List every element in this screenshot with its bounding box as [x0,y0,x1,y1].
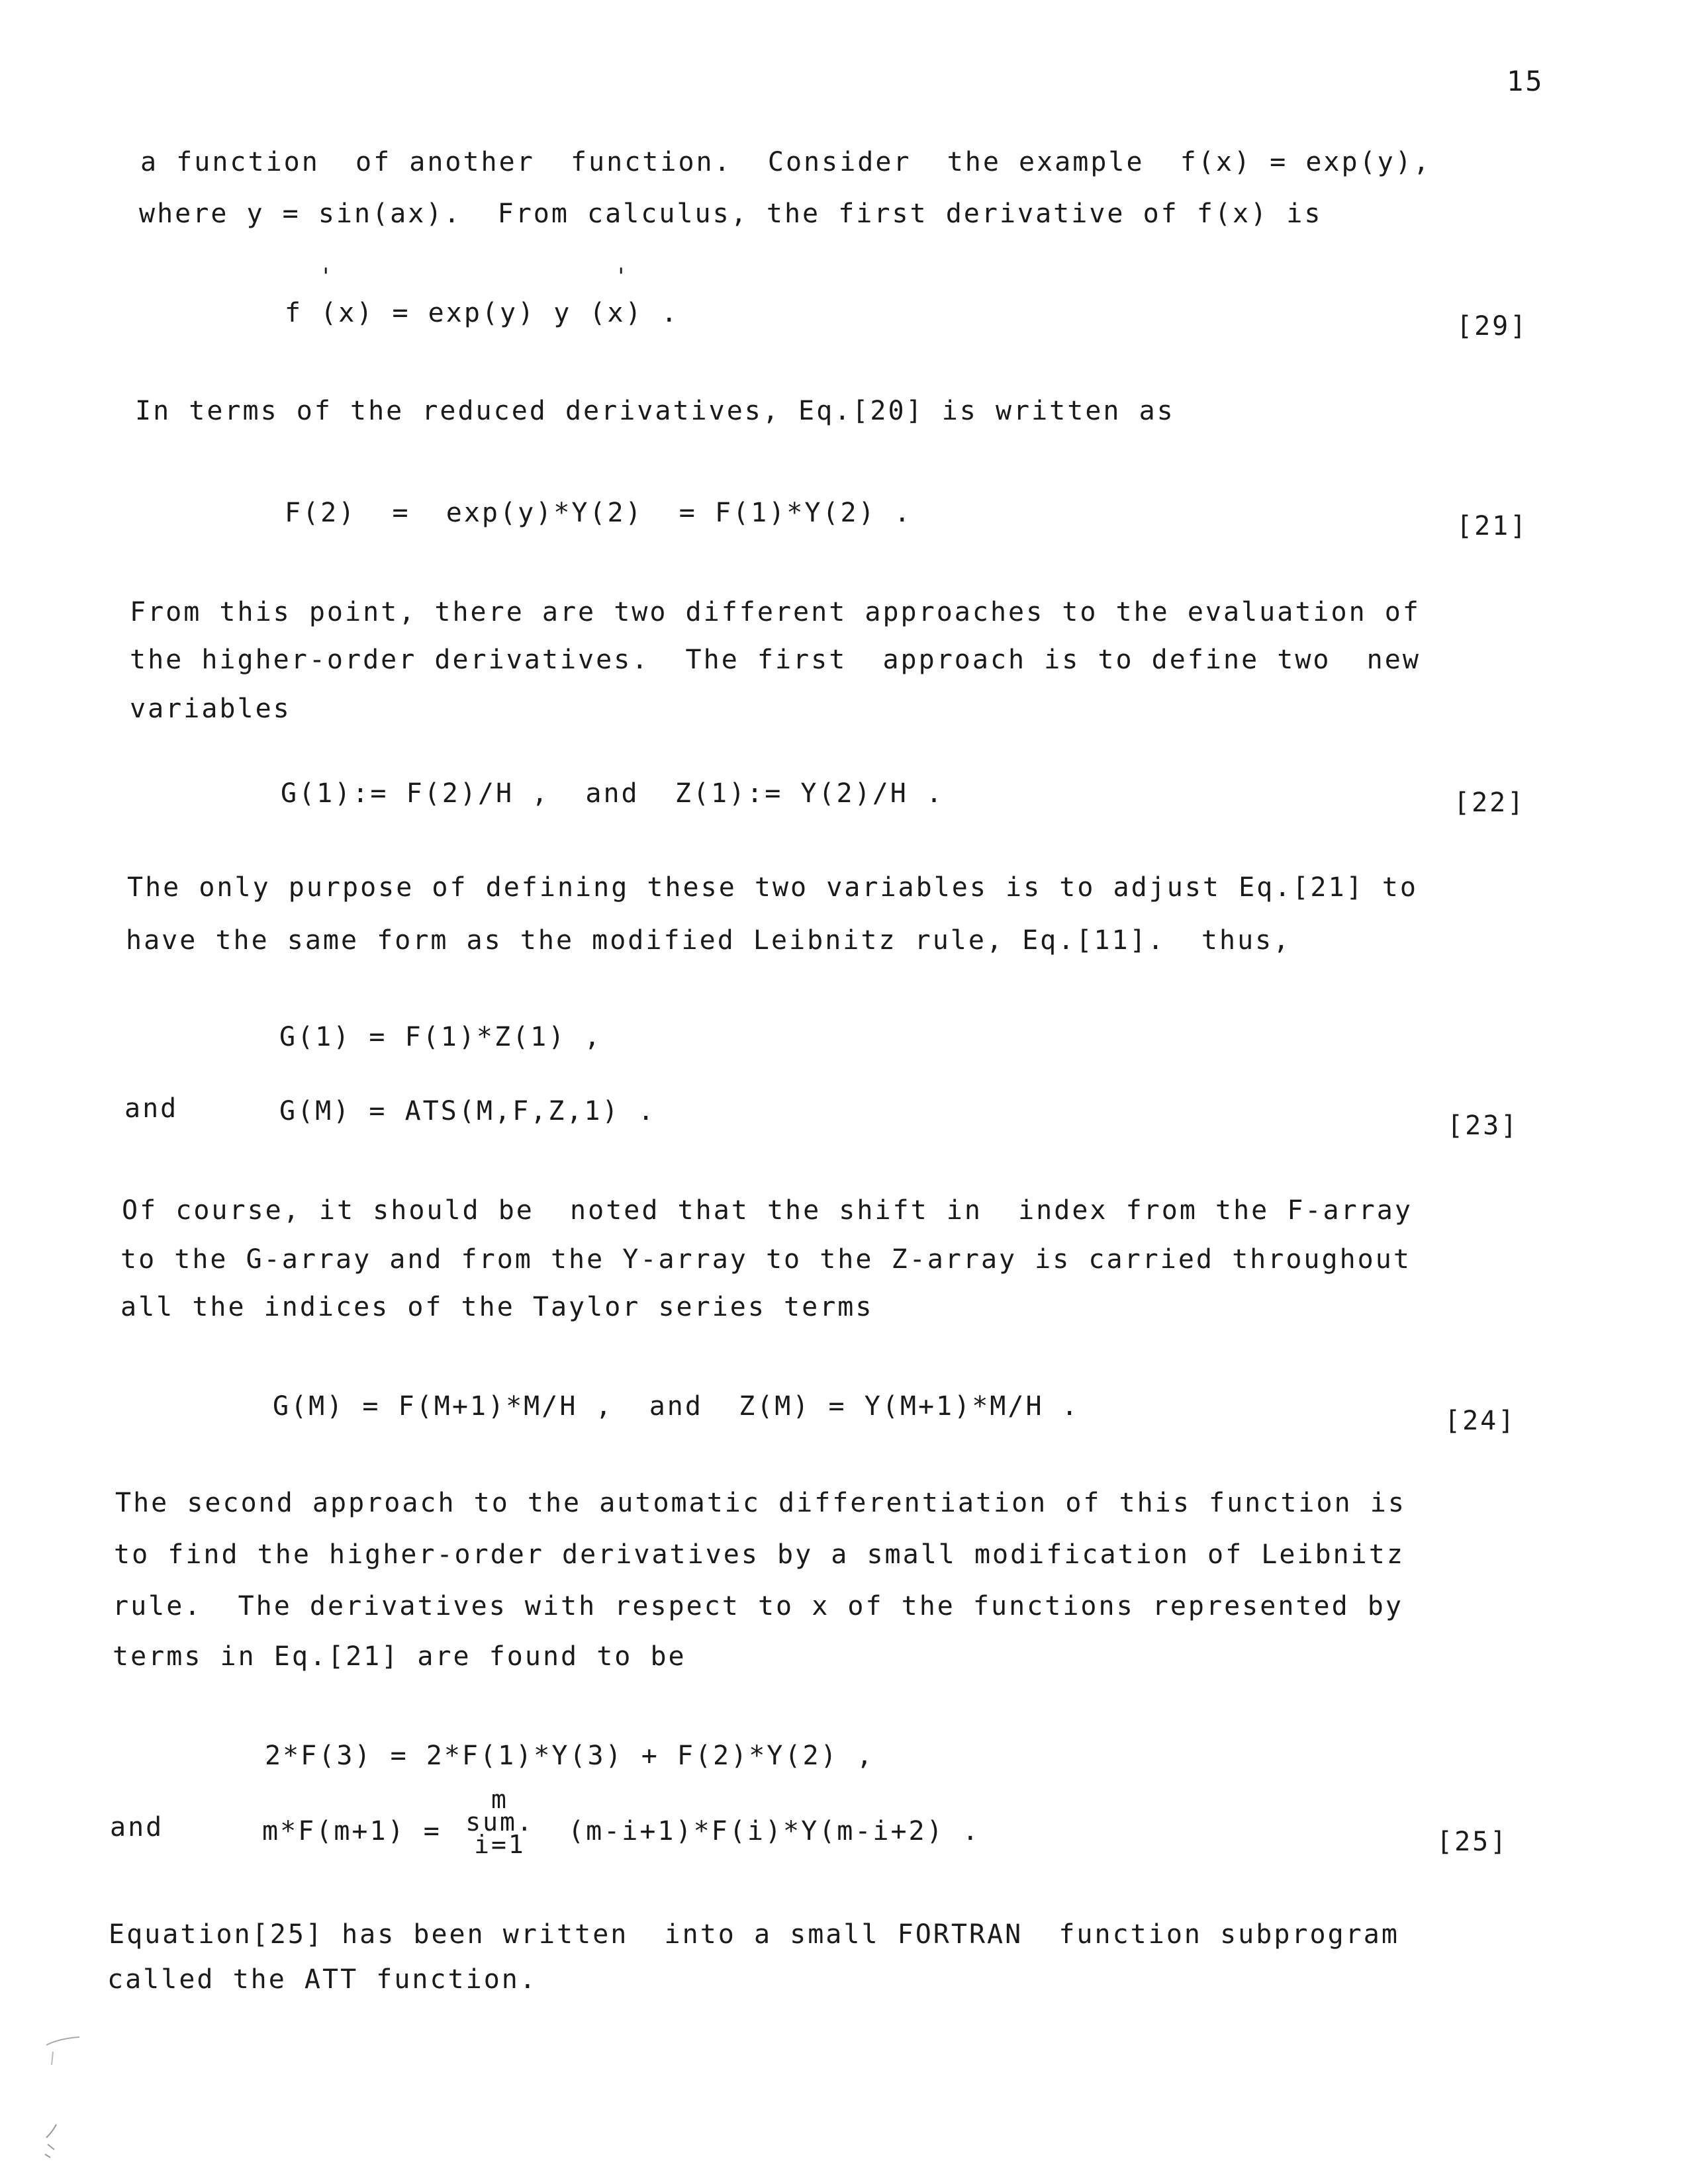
text-line: terms in Eq.[21] are found to be [113,1641,686,1672]
scan-speck-icon [26,2025,106,2171]
equation-text: 2*F(3) = 2*F(1)*Y(3) + F(2)*Y(2) , [265,1741,874,1771]
sum-upper-limit: m [491,1785,508,1814]
text-line: have the same form as the modified Leibnitz rule, Eq.[11]. thus, [126,925,1291,956]
equation-number: [24] [1444,1406,1517,1436]
equation-number: [22] [1454,788,1526,818]
text-line: Equation[25] has been written into a small FORTRAN function subprogram [109,1919,1399,1950]
text-line: the higher-order derivatives. The first approach is to define two new [130,645,1421,675]
equation-text: G(M) = ATS(M,F,Z,1) . [279,1096,656,1126]
text-line: called the ATT function. [107,1964,538,1995]
text-line: variables [130,694,291,724]
equation-text-right: (m-i+1)*F(i)*Y(m-i+2) . [568,1816,980,1846]
text-line: From this point, there are two different approaches to the evaluation of [130,597,1421,627]
text-line: The only purpose of defining these two variables is to adjust Eq.[21] to [127,872,1418,903]
sum-lower-limit: i=1 [474,1830,526,1859]
text-line: to find the higher-order derivatives by a small modification of Leibnitz [114,1539,1405,1570]
page-number: 15 [1507,65,1544,97]
summation [463,1785,536,1859]
text-line: where y = sin(ax). From calculus, the first derivative of f(x) is [139,199,1323,229]
text-line: rule. The derivatives with respect to x of the functions represented by [113,1591,1403,1621]
equation-text: G(M) = F(M+1)*M/H , and Z(M) = Y(M+1)*M/H . [273,1391,1080,1422]
text-line: The second approach to the automatic differentiation of this function is [115,1488,1406,1518]
prime-mark: ' [614,263,630,290]
text-line: a function of another function. Consider the example f(x) = exp(y), [140,147,1431,177]
equation-text-left: m*F(m+1) = [262,1816,442,1846]
equation-number: [21] [1456,511,1528,541]
text-line: Of course, it should be noted that the shift in index from the F-array [122,1195,1413,1226]
text-line: In terms of the reduced derivatives, Eq.[20] is written as [135,396,1175,426]
equation-lead-word: and [124,1093,179,1124]
equation-number: [25] [1436,1827,1509,1857]
prime-mark: ' [319,263,335,290]
equation-text: f (x) = exp(y) y (x) . [285,298,679,328]
equation-number: [29] [1456,311,1528,341]
equation-number: [23] [1447,1111,1519,1141]
text-line: all the indices of the Taylor series terms [120,1292,874,1322]
equation-text: F(2) = exp(y)*Y(2) = F(1)*Y(2) . [285,498,912,528]
equation-text: G(1):= F(2)/H , and Z(1):= Y(2)/H . [281,778,945,809]
sum-operator: sum. [465,1807,534,1837]
text-line: to the G-array and from the Y-array to the Z-array is carried throughout [120,1244,1411,1275]
equation-text: G(1) = F(1)*Z(1) , [279,1022,602,1052]
equation-lead-word: and [110,1812,164,1843]
